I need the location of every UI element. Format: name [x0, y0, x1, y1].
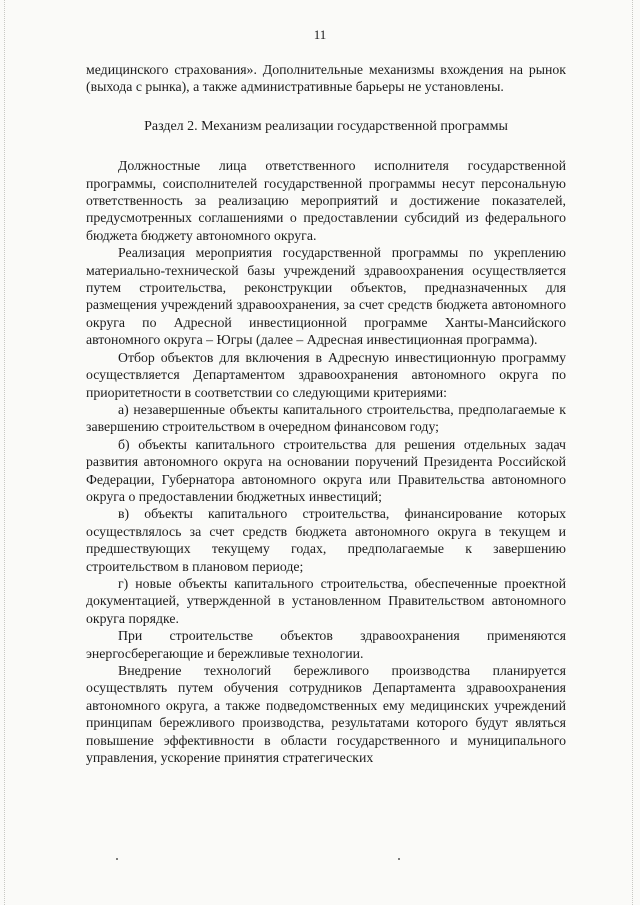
paragraph-responsibility: Должностные лица ответственного исполнителя государственной программы, соисполнителей государственной программы несут персональную ответственность за реализацию мероприятий и достижение показателей, предусмотренных соглашениями о предоставлении субсидий из федерального бюджета бюджету автономного округа. — [86, 158, 566, 243]
document-body — [86, 61, 566, 766]
section-title: Раздел 2. Механизм реализации государственной программы — [144, 118, 508, 134]
paragraph-lean: Внедрение технологий бережливого производства планируется осуществлять путем обучения сотрудников Департамента здравоохранения автономного округа, а также подведомственных ему медицинских учреждений принципам бережливого производства, результатами которого будут являться повышение эффективности в области государственного и муниципального управления, ускорение принятия стратегических — [86, 663, 566, 766]
scan-dot — [116, 858, 118, 860]
scan-edge-left — [4, 0, 6, 905]
page-number: 11 — [313, 27, 327, 42]
scan-dot — [398, 858, 400, 860]
criterion-v: в) объекты капитального строительства, финансирование которых осуществлялось за счет средств бюджета автономного округа в текущем и предшествующих текущему годах, предполагаемые к завершению строительством в плановом периоде; — [86, 506, 566, 574]
paragraph-selection: Отбор объектов для включения в Адресную инвестиционную программу осуществляется Департаментом здравоохранения автономного округа по приоритетности в соответствии со следующими критериями: — [86, 349, 566, 400]
scan-edge-right — [632, 0, 634, 905]
criterion-b: б) объекты капитального строительства для решения отдельных задач развития автономного округа на основании поручений Президента Российской Федерации, Губернатора автономного округа или Правительства автономного округа о предоставлении бюджетных инвестиций; — [86, 436, 566, 504]
criterion-a: а) незавершенные объекты капитального строительства, предполагаемые к завершению строительством в очередном финансовом году; — [86, 401, 566, 435]
paragraph-implementation: Реализация мероприятия государственной программы по укреплению материально-технической базы учреждений здравоохранения осуществляется путем строительства, реконструкции объектов, предназначенных для размещения учреждений здравоохранения, за счет средств бюджета автономного округа по Адресной инвестиционной программе Ханты-Мансийского автономного округа – Югры (далее – Адресная инвестиционная программа). — [86, 245, 566, 348]
criterion-g: г) новые объекты капитального строительства, обеспеченные проектной документацией, утвержденной в установленном Правительством автономного округа порядке. — [86, 575, 566, 626]
intro-paragraph: медицинского страхования». Дополнительные механизмы вхождения на рынок (выхода с рынка), а также административные барьеры не установлены. — [86, 62, 566, 95]
paragraph-technologies: При строительстве объектов здравоохранения применяются энергосберегающие и бережливые технологии. — [86, 628, 566, 661]
